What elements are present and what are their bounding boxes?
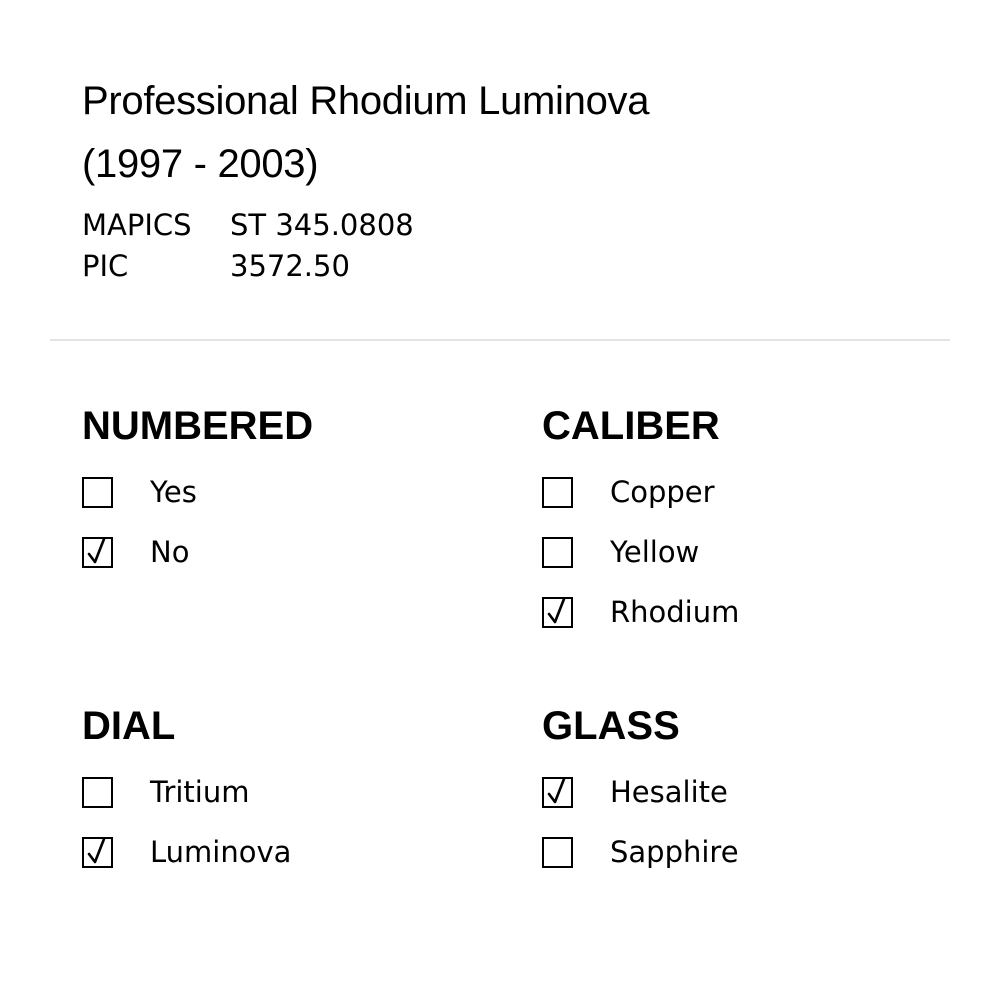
option-label: Copper [610, 475, 715, 509]
group-heading: NUMBERED [82, 404, 314, 448]
checkbox[interactable] [542, 477, 573, 508]
group-heading: DIAL [82, 704, 176, 748]
group-dial [82, 702, 502, 882]
meta-key: MAPICS [82, 208, 192, 242]
option-dial-tritium[interactable] [82, 762, 502, 822]
option-numbered-yes[interactable] [82, 462, 502, 522]
title-line-name: Professional Rhodium Luminova [82, 79, 650, 123]
option-label: Hesalite [610, 775, 728, 809]
option-dial-luminova[interactable] [82, 822, 502, 882]
option-numbered-no[interactable] [82, 522, 502, 582]
page-title [82, 70, 902, 196]
checkbox[interactable] [82, 537, 113, 568]
group-glass [542, 702, 962, 882]
option-glass-hesalite[interactable] [542, 762, 962, 822]
group-caliber [542, 402, 962, 642]
meta-value: ST 345.0808 [230, 208, 414, 242]
meta-key: PIC [82, 249, 129, 283]
title-line-years: (1997 - 2003) [82, 142, 319, 186]
option-label: Luminova [150, 835, 292, 869]
checkbox[interactable] [542, 537, 573, 568]
reference-codes [82, 205, 414, 287]
option-label: Sapphire [610, 835, 739, 869]
checkmark-icon [85, 837, 112, 869]
checkbox[interactable] [82, 477, 113, 508]
option-glass-sapphire[interactable] [542, 822, 962, 882]
option-label: Yes [150, 475, 197, 509]
option-label: Tritium [150, 775, 250, 809]
group-heading: GLASS [542, 704, 680, 748]
checkbox[interactable] [82, 837, 113, 868]
checkmark-icon [545, 597, 572, 629]
checkbox[interactable] [542, 777, 573, 808]
option-label: Yellow [610, 535, 700, 569]
checkmark-icon [545, 777, 572, 809]
section-divider [50, 339, 950, 341]
option-label: Rhodium [610, 595, 740, 629]
option-label: No [150, 535, 190, 569]
group-heading: CALIBER [542, 404, 720, 448]
meta-row-pic [82, 246, 414, 287]
checkbox[interactable] [82, 777, 113, 808]
meta-value: 3572.50 [230, 249, 350, 283]
option-caliber-yellow[interactable] [542, 522, 962, 582]
option-caliber-rhodium[interactable] [542, 582, 962, 642]
checkmark-icon [85, 537, 112, 569]
option-caliber-copper[interactable] [542, 462, 962, 522]
group-numbered [82, 402, 502, 582]
meta-row-mapics [82, 205, 414, 246]
checkbox[interactable] [542, 837, 573, 868]
checkbox[interactable] [542, 597, 573, 628]
